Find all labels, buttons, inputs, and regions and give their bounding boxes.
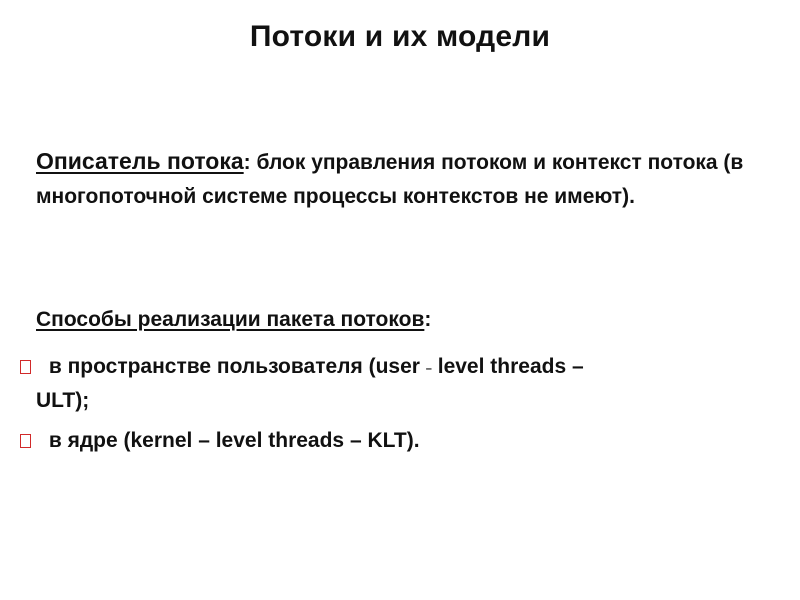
bullet-ult-text-part1: в пространстве пользователя (user: [43, 355, 426, 378]
methods-heading: [36, 303, 766, 337]
thread-descriptor-paragraph: [36, 144, 766, 214]
bullet-klt: [20, 425, 760, 457]
bullet-ult: [20, 351, 760, 417]
square-bullet-icon: [20, 360, 31, 374]
slide-title: Потоки и их модели: [249, 20, 551, 53]
bullet-ult-small-dash: –: [425, 363, 432, 375]
methods-heading-text: Способы реализации пакета потоков: [36, 308, 425, 331]
bullet-ult-text-part2: level threads –: [431, 355, 584, 378]
bullet-ult-text-line2: ULT);: [36, 389, 90, 412]
methods-heading-colon: :: [424, 308, 432, 331]
descriptor-colon: :: [243, 151, 251, 174]
square-bullet-icon: [20, 434, 31, 448]
bullet-klt-text: в ядре (kernel – level threads – KLT).: [43, 429, 420, 452]
descriptor-text: блок управления потоком и контекст потока (в многопоточной системе процессы контекстов не имеют).: [36, 151, 744, 208]
descriptor-term: Описатель потока: [36, 148, 244, 174]
